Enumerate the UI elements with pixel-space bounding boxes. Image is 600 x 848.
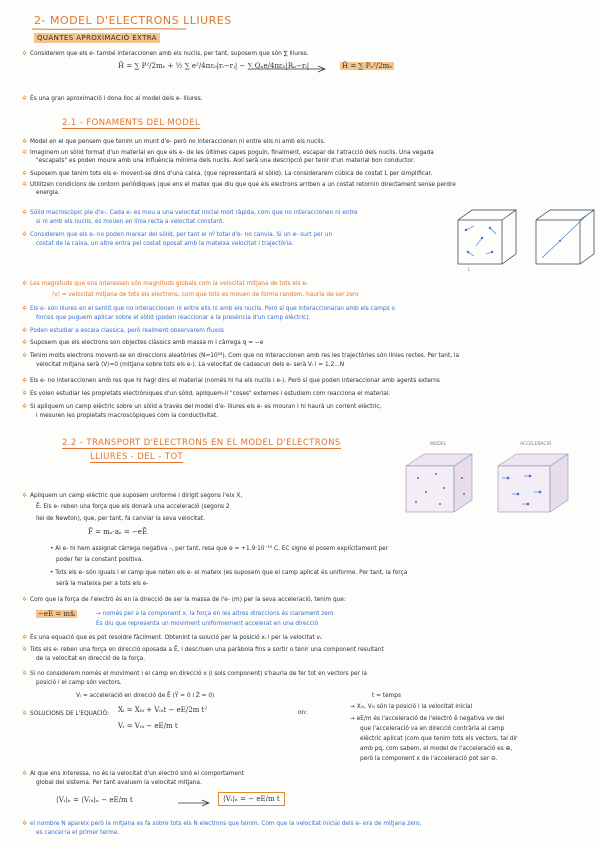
intro-line-2: ✲ És una gran aproximació i dona lloc al model dels e- lliures.: [22, 95, 203, 102]
sec22-line: posició i el camp són vectors.: [36, 680, 122, 686]
subtitle: QUANTES APROXIMACIÓ EXTRA: [34, 33, 160, 43]
sec21-line: ✲ Els e- no interaccionen amb res que hi hagi dins el material (només hi ha els nuclis i e-). Però sí que poden interaccionar amb agents externs: [22, 377, 440, 384]
acceleration-figure-label: ACCELERACIÓ: [520, 442, 552, 447]
sec22-line: que l'acceleració va en direcció contrària al camp: [360, 726, 505, 732]
sec22-line: → X₀ᵢ, V₀ᵢ són la posició i la velocitat inicial: [350, 704, 473, 710]
result-arrow: [176, 798, 214, 808]
periodic-box-figure: [530, 208, 596, 268]
sec21-line: ✲ Les magnituds que ens interessen són magnituds globals com la velocitat mitjana de tots els e-: [22, 280, 309, 287]
intro-line-1: ✲ Considerem que els e- també interaccionen amb els nuclis, per tant, suposem que són ∑ lliures.: [22, 50, 309, 57]
sec21-line: ✲ Suposem que els electrons son objectes clàssics amb massa m i càrrega q = −e: [22, 339, 264, 346]
newton-equation: −eE = mẍᵢ: [38, 610, 76, 618]
section-2-2-subtitle: LLIURES - DEL - TOT: [90, 452, 184, 462]
sec22-line: • Tots els e- són iguals i el camp que noten els e- el mateix (es suposem que el camp aplicat és uniforme. Per tant, la força: [50, 570, 408, 576]
sec22-line: → eE/m és l'acceleració de l'electró ē negativa ve del: [350, 716, 505, 722]
solutions-label: ✲ SOLUCIONS DE L'EQUACIÓ:: [22, 710, 109, 717]
section-2-1-title: 2.1 - FONAMENTS DEL MODEL: [62, 118, 201, 128]
electron-cloud-figure: [396, 448, 480, 518]
sec22-line: global del sistema. Per tant avaluem la velocitat mitjana.: [36, 780, 202, 786]
sec22-line: es cancel·la el primer terme.: [36, 830, 120, 836]
sec21-line: ✲ Els e- són lliures en el sentit que no interaccionen ni entre ells ni amb els nuclis. Però sí que interaccionaran amb els camps o: [22, 305, 396, 312]
page-title: 2- MODEL D'ELECTRONS LLIURES: [34, 14, 232, 27]
sec22-line: però la component x de l'acceleració pot ser ⊖.: [360, 756, 498, 762]
sec22-line: amb pq, com sabem, el model de l'acceleració es ⊕,: [360, 746, 513, 752]
sec21-line: energia.: [36, 190, 60, 196]
force-equation: F̄ = mₑ·aₑ = −eĒ: [88, 528, 148, 536]
sec22-line: ✲ Com que la força de l'electró és en la direcció de ser la massa de l'e- (m) per la seva acceleració, tenim que:: [22, 596, 346, 603]
sec21-line: ✲ Sòlid macroscòpic ple d'e-. Cada e- es mou a una velocitat inicial molt ràpida, com que no interaccionen ni entre: [22, 209, 358, 216]
sec21-line: ✲ Si apliquem un camp elèctric sobre un sòlid a través del model d'e- lliures els e- es mouran i hi haurà un corrent elèctric,: [22, 403, 382, 410]
sec21-line: "escapats" es poden moure amb una influència mínima dels nuclis. Així serà una descripció per tenir d'un material bon conductor.: [36, 158, 415, 164]
hamiltonian-full: Ĥ = ∑ P²/2mₑ + ½ ∑ e²/4πε₀|rᵢ−rⱼ| − ∑ Qₙe/4πε₀|Rₙ−rᵢ|: [118, 62, 310, 70]
sec22-line: Ē. Els e- reben una força que els donarà una acceleració (segons 2: [36, 504, 230, 510]
sec21-line: ✲ Tenim molts electrons movent-se en direccions aleatòries (N≈10²³). Com que no interaccionen amb res les trajectòries són línies rectes. Per tant, la: [22, 352, 460, 359]
sec21-line: ⟨v⟩ = velocitat mitjana de tots els electrons, com que tots es mouen de forma random, hauria de ser zero: [52, 292, 359, 298]
sec22-line: llei de Newton), que, per tant, fa canviar la seva velocitat.: [36, 516, 205, 522]
sec22-line: ✲ Si no considerem només el moviment i el camp en direcció x (i sols component) s'hauria de fer tot en vectors per la: [22, 670, 367, 677]
model-figure-label: MODEL: [430, 442, 447, 447]
title-underline: [30, 27, 190, 31]
section-2-2-title: 2.2 - TRANSPORT D'ELECTRONS EN EL MODEL D'ELECTRONS: [62, 438, 341, 448]
sec22-line: ✲ Al que ens interessa, no és la velocitat d'un electró sinó el comportament: [22, 770, 244, 777]
time-note: t = temps: [372, 693, 402, 699]
sec22-line: ✲ És una equació que es pot resoldre fàcilment. Obtenint la solució per la posició xᵢ i per la velocitat vᵢ.: [22, 634, 323, 641]
velocity-solution: Vᵢ = V₀ᵢ − eE/m t: [118, 722, 178, 730]
on-label: on:: [298, 710, 308, 716]
sec21-line: velocitat mitjana serà ⟨V⟩=0 (mitjana sobre tots els e-). La velocitat de cadascun dels e- serà Vᵢ i = 1,2...N: [36, 362, 345, 368]
electron-box-figure: [452, 208, 522, 268]
sec22-line: ✲ Apliquem un camp elèctric que suposem uniforme i dirigit segons l'eix X,: [22, 492, 243, 499]
sec21-line: ✲ Considerem que els e- no poden marxar del sòlid, per tant el nº total d'e- no canvia. Si un e- surt per un: [22, 231, 333, 238]
mean-velocity-result: ⟨Vᵢ⟩ₙ = − eE/m t: [218, 792, 285, 806]
mean-velocity-equation: ⟨Vᵢ⟩ₙ = ⟨V₀ᵢ⟩ₙ − eE/m t: [56, 796, 133, 804]
sec22-line: de la velocitat en direcció de la força.: [36, 656, 146, 662]
position-solution: Xᵢ = X₀ᵢ + V₀ᵢt − eE/2m t²: [118, 706, 208, 714]
sec22-line: ✲ Tots els e- reben una força en direcció oposada a Ē, i descriuen una paràbola fins a sortir o tenir una component resultant: [22, 646, 384, 653]
sec21-line: ✲ Imaginem un sòlid format d'un material en que els e- de les últimes capes poguin, finalment, escapar de l'atracció dels nuclis. Una vegada: [22, 149, 434, 156]
box-side-label: L: [468, 268, 471, 273]
accelerated-electron-figure: [488, 448, 578, 518]
sec21-line: i mesuren les propietats macroscòpiques com la conductivitat.: [36, 413, 219, 419]
sec21-line: costat de la caixa, un altre entra pel costat oposat amb la mateixa velocitat i trajectòria.: [36, 241, 294, 247]
sec21-line: si ni amb els nuclis, es mouen en línia recta a velocitat constant.: [36, 219, 225, 225]
sec22-line: serà la mateixa per a tots els e-: [56, 581, 149, 587]
sec21-line: ✲ Suposem que tenim tots els e- movent-se dins d'una caixa. (que representarà el sòlid). La considerarem cúbica de costat L per simplificar.: [22, 170, 433, 177]
acceleration-note: Vᵢ = acceleració en direcció de Ē (Ÿ = 0 i Ż = 0): [76, 693, 215, 699]
formula-arrow: [250, 64, 330, 74]
hamiltonian-free: Ĥ = ∑ Pₑ²/2mₑ: [342, 62, 393, 70]
sec22-line: • Al e- hi hem assignat càrrega negativa -, per tant, resa que e = +1.9·10⁻¹⁹ C. EC signe el posem explícitament per: [50, 546, 389, 552]
sec21-line: ✲ Model en el que pensem que tenim un munt d'e- però no interaccionen ni entre ells ni amb els nuclis.: [22, 138, 326, 145]
sec21-line: forces que puguem aplicar sobre el sòlid (poden reaccionar a la presència d'un camp elèctric).: [36, 315, 311, 321]
sec22-line: → només per a la component x, la força en les altres direccions és clarament zero: [96, 611, 334, 617]
sec21-line: ✲ Utilitzen condicions de contorn periòdiques (que ens el matex que diu que que els electrons arriben a un costat retornin directament sense perdre: [22, 181, 456, 188]
sec22-line: elèctric aplicat (com que tenim tots els vectors, tal dir: [360, 736, 518, 742]
sec22-line: poder fer la constant positiva.: [56, 557, 144, 563]
sec21-line: ✲ Poden estudiar a escala classica, però realment observarem fluxos: [22, 327, 224, 334]
sec21-line: ✲ Es volen estudiar les propietats electròniques d'un sòlid, apliquem-li "coses" externes i estudiem com reacciona el material.: [22, 390, 391, 397]
sec22-line: Es diu que representa un moviment uniformement accelerat en una direcció: [96, 621, 319, 627]
sec22-line: ✲ el nombre N apareix però la mitjana es fa sobre tots els N electrons que tenim. Com que la velocitat inicial dels e- era de mitjana zero,: [22, 820, 422, 827]
